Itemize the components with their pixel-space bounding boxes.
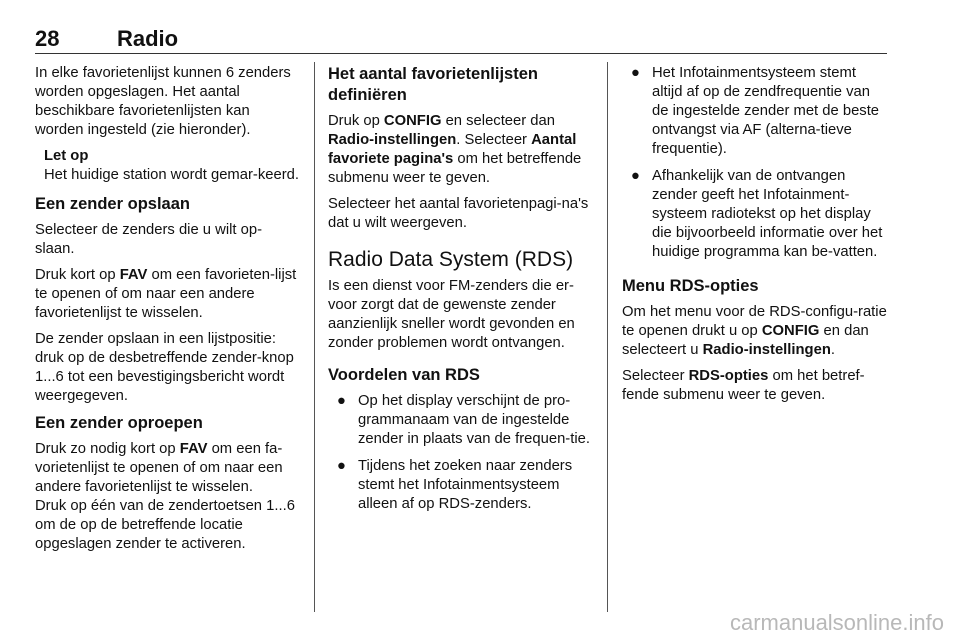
rds-features-list bbox=[622, 64, 888, 262]
list-item: ● Het Infotainmentsysteem stemt altijd af op de zendfrequentie van de ingestelde zender met de beste ontvangst via AF (alterna-tieve frequentie). bbox=[631, 65, 880, 157]
list-item: ● Afhankelijk van de ontvangen zender geeft het Infotainment-systeem radiotekst op het display die bijvoorbeeld informatie over het huidige programma kan be-vatten. bbox=[631, 168, 883, 260]
menu-rds-options: RDS-opties bbox=[688, 368, 769, 384]
menu-radio-settings: Radio-instellingen bbox=[702, 342, 831, 358]
column-3 bbox=[622, 64, 888, 412]
count-paragraph-2: Selecteer het aantal favorietenpagi-na's dat u wilt weergeven. bbox=[328, 196, 589, 231]
column-divider-1 bbox=[314, 62, 315, 612]
config-key-label: CONFIG bbox=[383, 113, 442, 129]
heading-recall-station: Een zender oproepen bbox=[35, 414, 203, 432]
recall-paragraph-2: Druk op één van de zendertoetsen 1...6 om de op de betreffende locatie opgeslagen zender te activeren. bbox=[35, 498, 295, 552]
bullet-icon: ● bbox=[631, 65, 640, 81]
bullet-icon: ● bbox=[337, 393, 346, 409]
column-2 bbox=[328, 64, 594, 522]
note-text: Het huidige station wordt gemar-keerd. bbox=[44, 167, 299, 183]
fav-key-label: FAV bbox=[179, 441, 208, 457]
rds-advantages-list bbox=[328, 392, 594, 514]
bullet-icon: ● bbox=[337, 458, 346, 474]
column-1 bbox=[35, 64, 301, 561]
menu-favourite-pages: Aantal favoriete pagina's bbox=[328, 132, 577, 167]
intro-paragraph: In elke favorietenlijst kunnen 6 zenders worden opgeslagen. Het aantal beschikbare favorietenlijsten kan worden ingesteld (zie hieronder). bbox=[35, 65, 291, 138]
save-paragraph-2: Druk kort op FAV om een favorieten-lijst te openen of om naar een andere favorietenlijst te wisselen. bbox=[35, 267, 297, 321]
note-title: Let op bbox=[44, 148, 89, 164]
header-rule bbox=[35, 53, 887, 54]
save-paragraph-1: Selecteer de zenders die u wilt op-slaan. bbox=[35, 222, 263, 257]
menu-radio-settings: Radio-instellingen bbox=[328, 132, 457, 148]
save-paragraph-3: De zender opslaan in een lijstpositie: druk op de desbetreffende zender-knop 1...6 tot een bevestigingsbericht wordt weergegeven. bbox=[35, 331, 294, 404]
list-item: ● Tijdens het zoeken naar zenders stemt het Infotainmentsysteem alleen af op RDS-zenders. bbox=[337, 458, 573, 512]
count-paragraph-1: Druk op CONFIG en selecteer dan Radio-instellingen. Selecteer Aantal favoriete pagina's om het betreffende submenu weer te geven. bbox=[328, 113, 582, 186]
section-title: Radio bbox=[117, 26, 179, 51]
rds-paragraph: Is een dienst voor FM-zenders die er-voor zorgt dat de gewenste zender aanzienlijk sneller wordt gevonden en zonder problemen wordt ontvangen. bbox=[328, 278, 575, 351]
heading-save-station: Een zender opslaan bbox=[35, 195, 190, 213]
menu-paragraph-1: Om het menu voor de RDS-configu-ratie te openen drukt u op CONFIG en dan selecteert u Radio-instellingen. bbox=[622, 304, 887, 358]
config-key-label: CONFIG bbox=[761, 323, 820, 339]
heading-rds: Radio Data System (RDS) bbox=[328, 248, 574, 271]
heading-rds-advantages: Voordelen van RDS bbox=[328, 366, 480, 384]
page-number: 28 bbox=[35, 26, 60, 51]
recall-paragraph-1: Druk zo nodig kort op FAV om een fa-vorietenlijst te openen of om naar een andere favorietenlijst te wisselen. bbox=[35, 441, 283, 495]
watermark: carmanualsonline.info bbox=[729, 610, 944, 635]
heading-favourites-count: Het aantal favorietenlijsten definiëren bbox=[328, 65, 538, 104]
column-divider-2 bbox=[607, 62, 608, 612]
heading-rds-menu: Menu RDS-opties bbox=[622, 277, 759, 295]
list-item: ● Op het display verschijnt de pro-grammanaam van de ingestelde zender in plaats van de frequen-tie. bbox=[337, 393, 590, 447]
note-box bbox=[35, 147, 301, 185]
fav-key-label: FAV bbox=[119, 267, 148, 283]
menu-paragraph-2: Selecteer RDS-opties om het betref-fende submenu weer te geven. bbox=[622, 368, 865, 403]
bullet-icon: ● bbox=[631, 168, 640, 184]
